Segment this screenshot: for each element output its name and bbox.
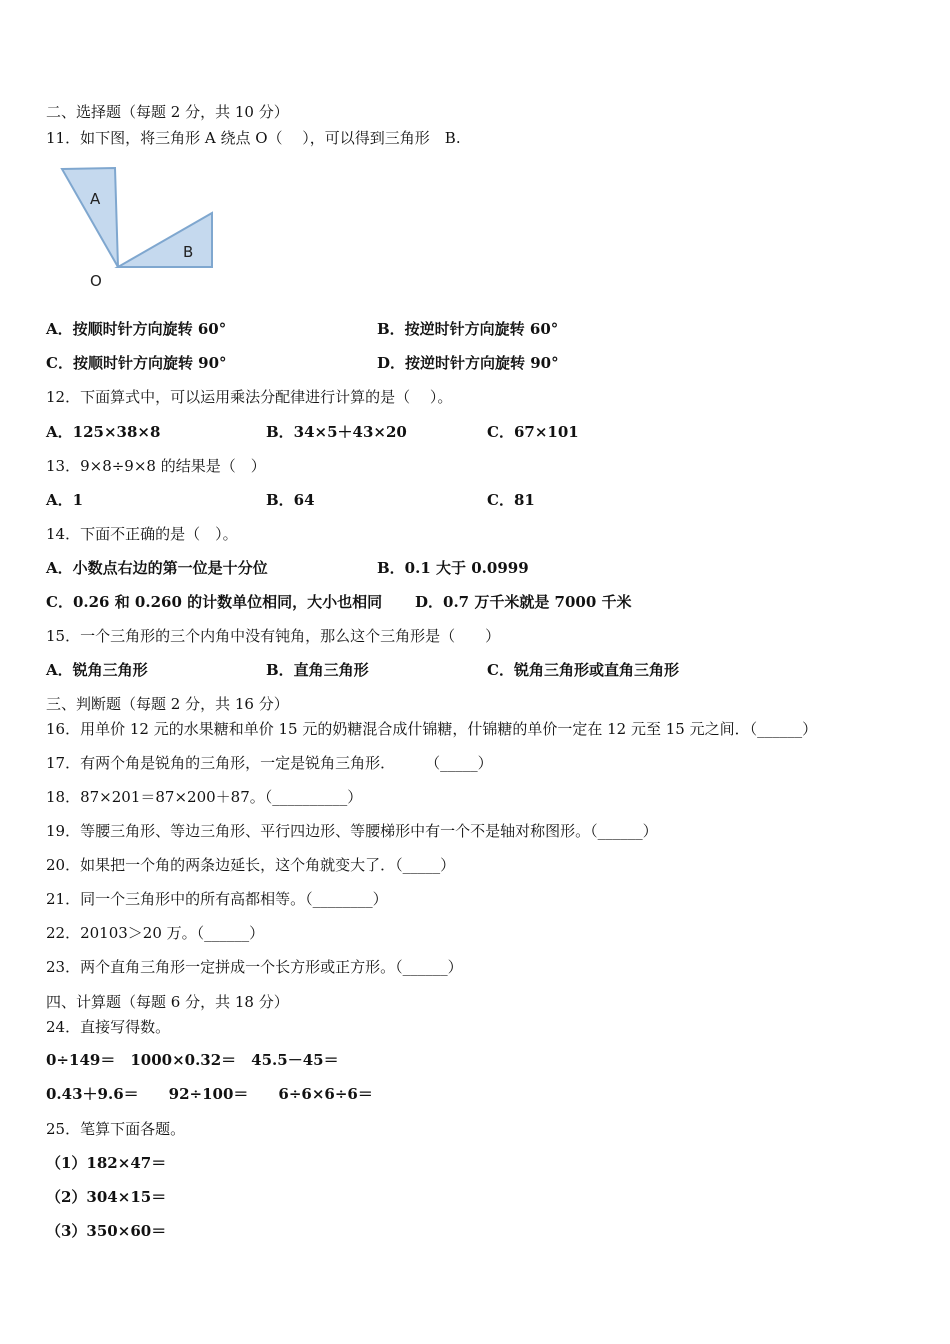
question-17: 17．有两个角是锐角的三角形，一定是锐角三角形． （_____）: [46, 754, 493, 772]
rotation-figure: [56, 162, 226, 292]
q14-option-c: C．0.26 和 0.260 的计数单位相同，大小也相同: [46, 593, 383, 611]
q13-option-b: B．64: [266, 491, 315, 509]
q14-option-a: A．小数点右边的第一位是十分位: [46, 559, 268, 577]
question-20: 20．如果把一个角的两条边延长，这个角就变大了．（_____）: [46, 856, 456, 874]
question-11-stem: 11．如下图，将三角形 A 绕点 O（ ），可以得到三角形 B.: [46, 129, 461, 147]
question-12-stem: 12．下面算式中，可以运用乘法分配律进行计算的是（ ）。: [46, 388, 453, 406]
q25-item-2: （2）304×15＝: [46, 1188, 167, 1206]
question-13-stem: 13．9×8÷9×8 的结果是（ ）: [46, 457, 266, 475]
question-16: 16．用单价 12 元的水果糖和单价 15 元的奶糖混合成什锦糖，什锦糖的单价一定在 12 元至 15 元之间．（______）: [46, 720, 818, 738]
q12-option-b: B．34×5＋43×20: [266, 423, 407, 441]
question-23: 23．两个直角三角形一定拼成一个长方形或正方形。（______）: [46, 958, 463, 976]
section-heading-calculation: 四、计算题（每题 6 分，共 18 分）: [46, 993, 289, 1011]
q25-item-1: （1）182×47＝: [46, 1154, 167, 1172]
q15-option-b: B．直角三角形: [266, 661, 369, 679]
q14-option-b: B．0.1 大于 0.0999: [377, 559, 529, 577]
q11-option-a: A．按顺时针方向旋转 60°: [46, 320, 227, 338]
label-o: O: [90, 272, 102, 290]
q14-option-d: D．0.7 万千米就是 7000 千米: [415, 593, 632, 611]
question-21: 21．同一个三角形中的所有高都相等。（________）: [46, 890, 388, 908]
q11-option-d: D．按逆时针方向旋转 90°: [377, 354, 559, 372]
triangle-b: [118, 213, 212, 267]
triangle-a: [62, 168, 118, 267]
label-a: A: [90, 190, 101, 208]
q13-option-c: C．81: [487, 491, 535, 509]
q11-option-b: B．按逆时针方向旋转 60°: [377, 320, 559, 338]
q11-option-c: C．按顺时针方向旋转 90°: [46, 354, 227, 372]
q12-option-a: A．125×38×8: [46, 423, 161, 441]
q15-option-c: C．锐角三角形或直角三角形: [487, 661, 679, 679]
question-14-stem: 14．下面不正确的是（ ）。: [46, 525, 238, 543]
question-15-stem: 15．一个三角形的三个内角中没有钝角，那么这个三角形是（ ）: [46, 627, 501, 645]
label-b: B: [183, 243, 194, 261]
question-25-stem: 25．笔算下面各题。: [46, 1120, 186, 1138]
q24-row-2: 0.43＋9.6＝ 92÷100＝ 6÷6×6÷6＝: [46, 1085, 373, 1103]
q25-item-3: （3）350×60＝: [46, 1222, 167, 1240]
q13-option-a: A．1: [46, 491, 84, 509]
section-heading-choice: 二、选择题（每题 2 分，共 10 分）: [46, 103, 289, 121]
question-22: 22．20103＞20 万。（______）: [46, 924, 265, 942]
q12-option-c: C．67×101: [487, 423, 579, 441]
section-heading-judgement: 三、判断题（每题 2 分，共 16 分）: [46, 695, 289, 713]
question-24-stem: 24．直接写得数。: [46, 1018, 171, 1036]
question-18: 18．87×201＝87×200＋87。（__________）: [46, 788, 363, 806]
q24-row-1: 0÷149＝ 1000×0.32＝ 45.5－45＝: [46, 1051, 339, 1069]
question-19: 19．等腰三角形、等边三角形、平行四边形、等腰梯形中有一个不是轴对称图形。（______）: [46, 822, 658, 840]
rotation-figure-svg: [56, 162, 226, 292]
q15-option-a: A．锐角三角形: [46, 661, 148, 679]
